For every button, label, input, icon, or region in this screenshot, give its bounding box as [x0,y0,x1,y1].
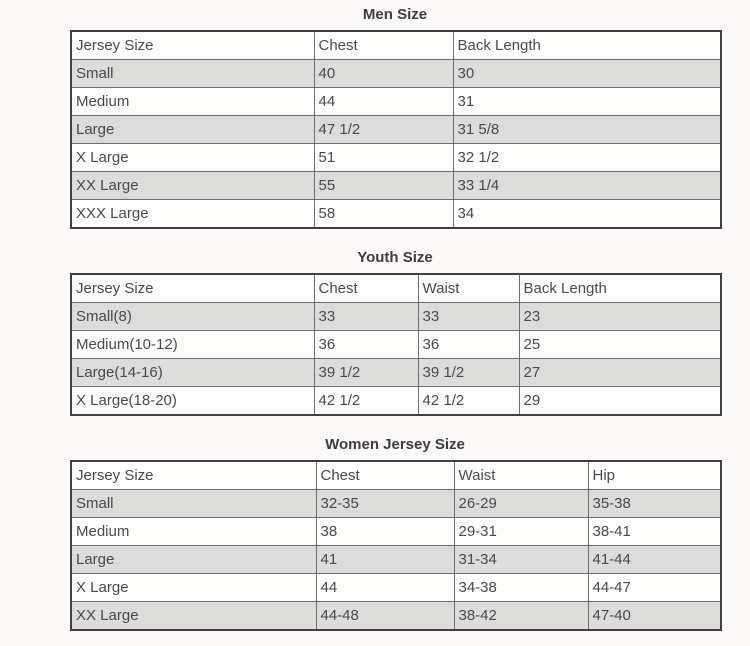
header-cell: Chest [314,31,453,60]
table-cell: 44 [316,574,454,602]
header-cell: Chest [314,274,418,303]
table-cell: 23 [519,303,721,331]
table-cell: 38-41 [588,518,721,546]
youth-size-section [70,249,720,416]
table-cell: 26-29 [454,490,588,518]
table-cell: 35-38 [588,490,721,518]
men-size-section [70,6,720,229]
women-size-section [70,436,720,631]
header-cell: Jersey Size [71,31,314,60]
table-cell: X Large(18-20) [71,387,314,416]
table-cell: Small [71,60,314,88]
table-cell: 27 [519,359,721,387]
table-cell: Medium [71,518,316,546]
table-cell: Small [71,490,316,518]
table-cell: 39 1/2 [314,359,418,387]
table-row [71,200,721,229]
table-cell: 29-31 [454,518,588,546]
table-cell: 44-48 [316,602,454,631]
table-cell: 39 1/2 [418,359,519,387]
table-header-row [71,31,721,60]
table-row [71,574,721,602]
table-row [71,172,721,200]
table-row [71,303,721,331]
header-cell: Hip [588,461,721,490]
men-size-table [70,30,722,229]
table-cell: 30 [453,60,721,88]
table-cell: Large [71,546,316,574]
table-cell: 51 [314,144,453,172]
table-cell: 33 [314,303,418,331]
table-header-row [71,461,721,490]
table-cell: 47-40 [588,602,721,631]
header-cell: Jersey Size [71,274,314,303]
table-cell: Large(14-16) [71,359,314,387]
table-cell: 31 [453,88,721,116]
table-row [71,331,721,359]
men-size-title: Men Size [362,6,428,23]
table-cell: Large [71,116,314,144]
table-cell: 42 1/2 [314,387,418,416]
table-cell: Small(8) [71,303,314,331]
table-cell: 42 1/2 [418,387,519,416]
table-cell: 36 [418,331,519,359]
table-cell: 44-47 [588,574,721,602]
table-cell: 34-38 [454,574,588,602]
table-cell: Medium [71,88,314,116]
table-cell: Medium(10-12) [71,331,314,359]
size-charts-page [70,0,720,631]
table-row [71,602,721,631]
table-cell: 55 [314,172,453,200]
table-row [71,387,721,416]
header-cell: Back Length [453,31,721,60]
table-cell: 32 1/2 [453,144,721,172]
table-cell: 41-44 [588,546,721,574]
table-cell: 31-34 [454,546,588,574]
table-row [71,60,721,88]
table-row [71,518,721,546]
table-cell: 32-35 [316,490,454,518]
table-row [71,546,721,574]
table-cell: 25 [519,331,721,359]
table-cell: 29 [519,387,721,416]
table-cell: 38 [316,518,454,546]
table-cell: 41 [316,546,454,574]
table-cell: 58 [314,200,453,229]
table-header-row [71,274,721,303]
table-cell: X Large [71,574,316,602]
table-row [71,359,721,387]
header-cell: Waist [454,461,588,490]
women-size-table [70,460,722,631]
header-cell: Back Length [519,274,721,303]
youth-size-table [70,273,722,416]
table-row [71,144,721,172]
table-cell: 34 [453,200,721,229]
table-cell: XX Large [71,602,316,631]
table-cell: 33 1/4 [453,172,721,200]
table-row [71,490,721,518]
women-size-title: Women Jersey Size [325,436,465,453]
table-cell: 36 [314,331,418,359]
table-cell: 38-42 [454,602,588,631]
table-cell: XXX Large [71,200,314,229]
table-row [71,116,721,144]
table-cell: 31 5/8 [453,116,721,144]
table-cell: 33 [418,303,519,331]
header-cell: Jersey Size [71,461,316,490]
table-cell: 47 1/2 [314,116,453,144]
table-cell: XX Large [71,172,314,200]
header-cell: Waist [418,274,519,303]
header-cell: Chest [316,461,454,490]
table-cell: 40 [314,60,453,88]
table-cell: X Large [71,144,314,172]
table-cell: 44 [314,88,453,116]
table-row [71,88,721,116]
youth-size-title: Youth Size [357,249,433,266]
